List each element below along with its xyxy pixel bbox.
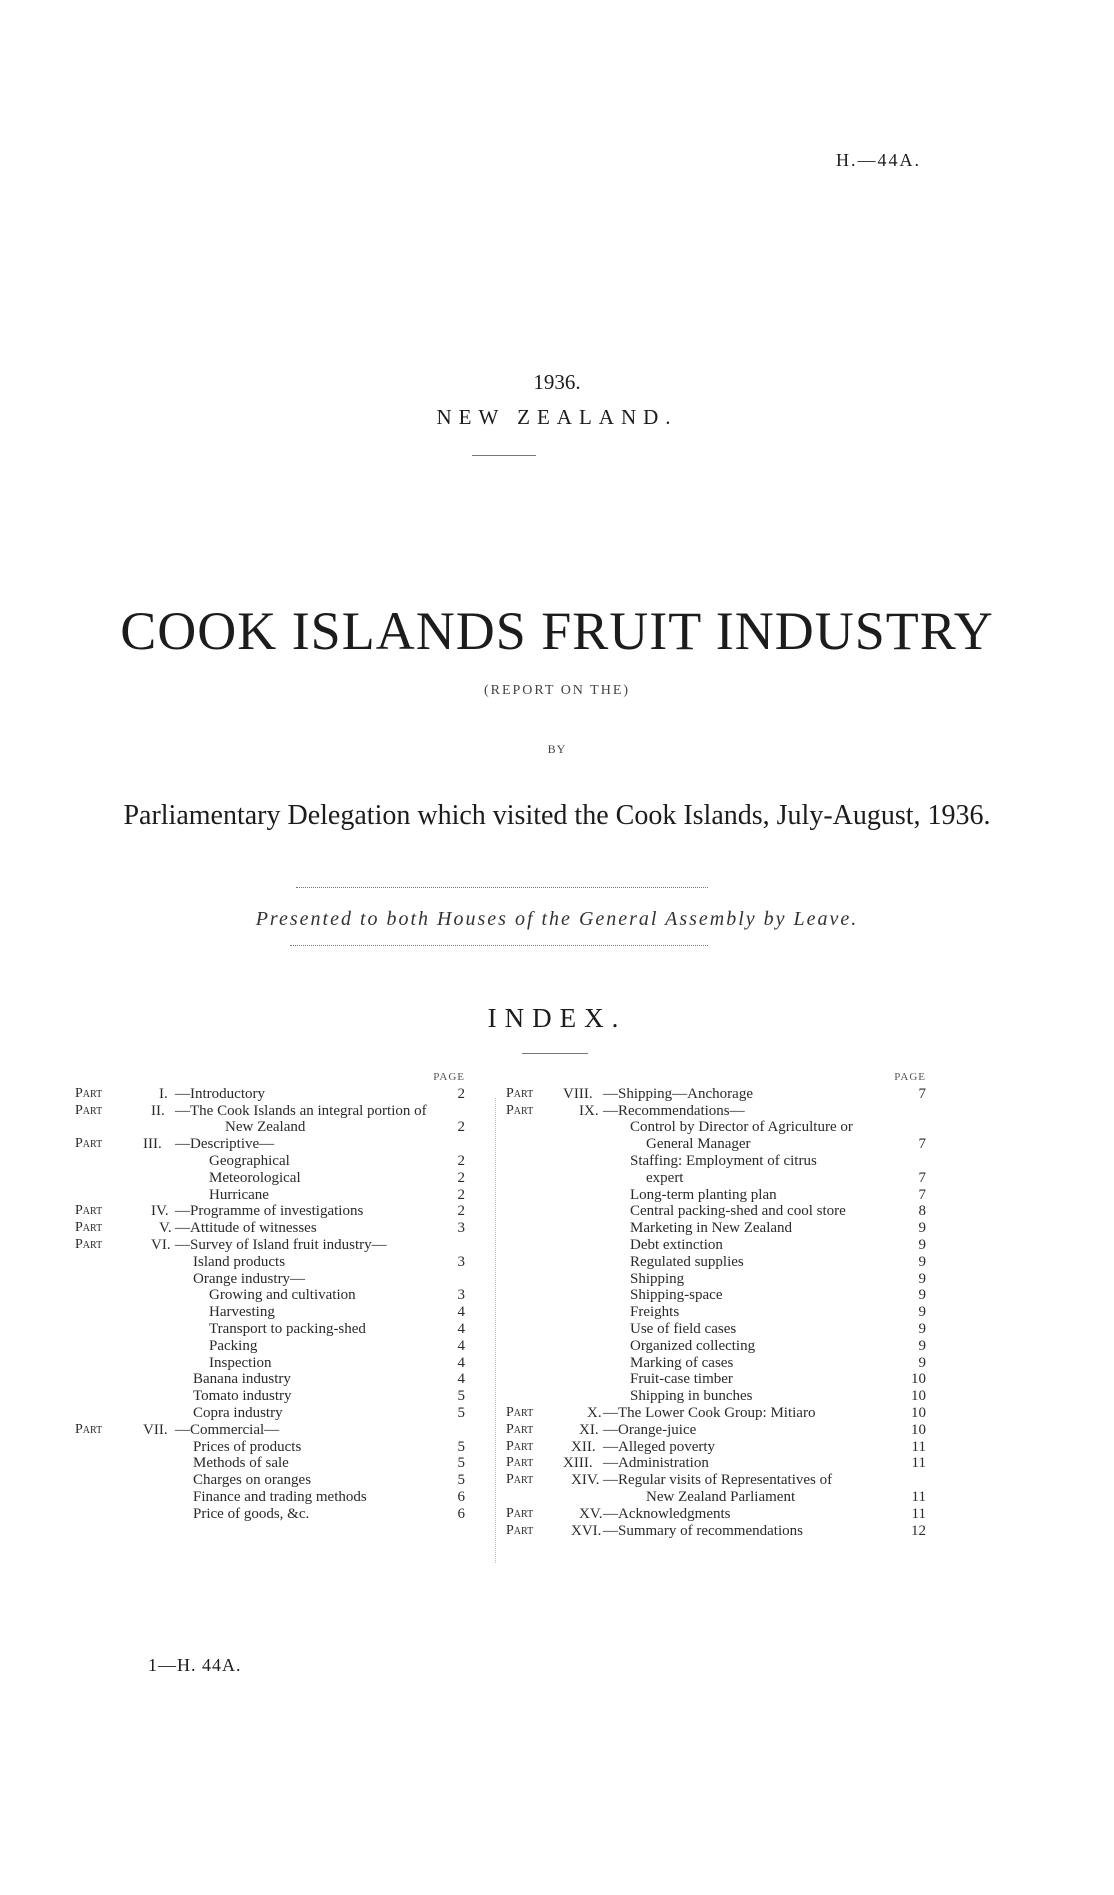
index-entry [75,1371,465,1388]
index-entry [506,1287,926,1304]
index-entry [75,1086,465,1103]
page-number: 12 [911,1522,926,1539]
part-label: Part [75,1085,103,1101]
page-number: 6 [457,1505,465,1522]
index-entry [75,1405,465,1422]
index-entry [75,1187,465,1204]
index-entry [75,1422,465,1439]
part-label: Part [75,1421,103,1437]
page-number: 3 [457,1253,465,1270]
index-entry [75,1136,465,1153]
page-number: 7 [918,1136,926,1153]
part-number: XI. [579,1421,599,1438]
document-reference: H.—44A. [836,150,921,170]
divider [522,1053,588,1054]
page-number: 2 [457,1152,465,1169]
index-entry [506,1439,926,1456]
entry-text: Long-term planting plan [630,1186,777,1203]
part-label: Part [506,1421,534,1437]
part-number: VII. [143,1421,168,1438]
delegation-line: Parliamentary Delegation which visited the Cook Islands, July-August, 1936. [123,800,991,831]
entry-text: Marketing in New Zealand [630,1220,793,1237]
part-label: Part [75,1236,103,1252]
entry-text: Orange industry— [193,1270,306,1287]
page-number: 9 [918,1270,926,1287]
page-column-label: PAGE [433,1071,465,1083]
part-label: Part [506,1085,534,1101]
page-number: 4 [457,1320,465,1337]
entry-text: Freights [630,1304,680,1321]
index-entry [506,1237,926,1254]
entry-text: —Alleged poverty [603,1438,716,1455]
entry-text: —Commercial— [175,1421,280,1438]
page-number: 2 [457,1119,465,1136]
entry-text: —Orange-juice [603,1421,697,1438]
index-entry [506,1371,926,1388]
index-entry [506,1271,926,1288]
entry-text: Methods of sale [193,1455,289,1472]
entry-text: —The Lower Cook Group: Mitiaro [603,1404,816,1421]
part-number: XII. [571,1438,596,1455]
index-entry [75,1103,465,1120]
index-entry [75,1220,465,1237]
part-label: Part [506,1505,534,1521]
entry-text: Meteorological [209,1169,301,1186]
entry-text: General Manager [646,1136,751,1153]
index-entry [506,1506,926,1523]
entry-text: expert [646,1169,684,1186]
index-entry [75,1304,465,1321]
part-label: Part [75,1136,103,1152]
entry-text: —Survey of Island fruit industry— [175,1236,387,1253]
page-number: 5 [457,1404,465,1421]
index-entry [506,1455,926,1472]
page-number: 2 [457,1085,465,1102]
entry-text: Organized collecting [630,1337,756,1354]
page-number: 3 [457,1287,465,1304]
entry-text: Prices of products [193,1438,302,1455]
index-entry [75,1439,465,1456]
entry-text: —Summary of recommendations [603,1522,803,1539]
entry-text: —Programme of investigations [175,1203,364,1220]
index-entry [75,1321,465,1338]
page-number: 11 [911,1455,926,1472]
page-number: 9 [918,1236,926,1253]
index-entry [506,1523,926,1540]
part-number: III. [143,1136,162,1153]
entry-text: Island products [193,1253,286,1270]
entry-text: Use of field cases [630,1320,737,1337]
by-label: BY [547,742,567,756]
page-number: 5 [457,1388,465,1405]
page-number: 7 [918,1169,926,1186]
index-entry [75,1271,465,1288]
index-entry [75,1254,465,1271]
page-number: 9 [918,1253,926,1270]
page-number: 7 [918,1085,926,1102]
part-number: VIII. [563,1085,593,1102]
index-column-right [506,1071,926,1539]
index-entry [506,1136,926,1153]
page-column-label: PAGE [894,1071,926,1083]
entry-text: Geographical [209,1152,290,1169]
page-number: 9 [918,1304,926,1321]
divider [472,455,536,456]
entry-text: Growing and cultivation [209,1287,356,1304]
part-label: Part [75,1220,103,1236]
page-number: 11 [911,1488,926,1505]
part-number: XIII. [563,1455,593,1472]
entry-text: —The Cook Islands an integral portion of [175,1102,427,1119]
page-number: 10 [911,1404,926,1421]
part-number: XVI. [571,1522,602,1539]
part-number: II. [151,1102,165,1119]
report-subtitle: (REPORT ON THE) [483,683,631,698]
part-number: IV. [151,1203,169,1220]
entry-text: Packing [209,1337,258,1354]
divider [296,887,708,888]
entry-text: Hurricane [209,1186,269,1203]
entry-text: Harvesting [209,1304,275,1321]
page-number: 4 [457,1354,465,1371]
page-number: 5 [457,1472,465,1489]
part-label: Part [75,1203,103,1219]
index-entry [506,1321,926,1338]
page-number: 7 [918,1186,926,1203]
entry-text: Shipping [630,1270,685,1287]
page-number: 10 [911,1371,926,1388]
index-entry [75,1203,465,1220]
part-label: Part [506,1522,534,1538]
part-number: VI. [151,1236,171,1253]
entry-text: Shipping-space [630,1287,723,1304]
index-entry [75,1472,465,1489]
page-number: 4 [457,1337,465,1354]
index-entry [75,1237,465,1254]
part-label: Part [506,1438,534,1454]
index-entry [506,1472,926,1489]
entry-text: —Attitude of witnesses [175,1220,317,1237]
page-number: 10 [911,1388,926,1405]
entry-text: —Regular visits of Representatives of [603,1472,833,1489]
index-entry [506,1304,926,1321]
index-entry [506,1103,926,1120]
entry-text: —Acknowledgments [603,1505,731,1522]
year: 1936. [533,370,581,394]
index-entry [75,1170,465,1187]
entry-text: Price of goods, &c. [193,1505,310,1522]
part-number: XV. [579,1505,603,1522]
entry-text: Transport to packing-shed [209,1320,366,1337]
page-number: 11 [911,1438,926,1455]
index-entry [506,1254,926,1271]
entry-text: Copra industry [193,1404,283,1421]
footer-reference: 1—H. 44A. [148,1655,242,1675]
index-entry [506,1119,926,1136]
index-entry [506,1187,926,1204]
page-number: 2 [457,1186,465,1203]
index-entry [506,1170,926,1187]
column-separator [495,1098,496,1563]
index-entry [506,1422,926,1439]
entry-text: New Zealand [225,1119,306,1136]
index-entry [506,1355,926,1372]
page-number: 4 [457,1304,465,1321]
index-entry [506,1489,926,1506]
index-entry [506,1086,926,1103]
page-number: 4 [457,1371,465,1388]
page-number: 5 [457,1455,465,1472]
page-number: 11 [911,1505,926,1522]
entry-text: —Descriptive— [175,1136,275,1153]
page-number: 9 [918,1287,926,1304]
entry-text: —Recommendations— [603,1102,745,1119]
index-entry [75,1489,465,1506]
entry-text: Shipping in bunches [630,1388,753,1405]
index-column-left [75,1071,465,1523]
page-number: 6 [457,1488,465,1505]
part-number: V. [159,1220,172,1237]
entry-text: Control by Director of Agriculture or [630,1119,853,1136]
page-number: 9 [918,1220,926,1237]
entry-text: Debt extinction [630,1236,723,1253]
entry-text: —Shipping—Anchorage [603,1085,753,1102]
index-entry [506,1338,926,1355]
part-number: I. [159,1085,168,1102]
page-number: 9 [918,1354,926,1371]
part-label: Part [75,1102,103,1118]
entry-text: Charges on oranges [193,1472,312,1489]
entry-text: Inspection [209,1354,272,1371]
entry-text: Staffing: Employment of citrus [630,1152,817,1169]
entry-text: Regulated supplies [630,1253,744,1270]
presented-line: Presented to both Houses of the General Assembly by Leave. [255,908,859,930]
part-label: Part [506,1404,534,1420]
part-number: IX. [579,1102,599,1119]
index-entry [75,1455,465,1472]
entry-text: —Introductory [175,1085,265,1102]
index-entry [506,1153,926,1170]
entry-text: New Zealand Parliament [646,1488,796,1505]
index-entry [75,1338,465,1355]
entry-text: Central packing-shed and cool store [630,1203,846,1220]
divider [290,945,708,946]
part-number: X. [587,1404,602,1421]
entry-text: Banana industry [193,1371,291,1388]
index-entry [75,1388,465,1405]
index-entry [506,1203,926,1220]
index-entry [506,1405,926,1422]
page-number: 2 [457,1203,465,1220]
entry-text: Tomato industry [193,1388,292,1405]
entry-text: Finance and trading methods [193,1488,367,1505]
page-number: 5 [457,1438,465,1455]
part-label: Part [506,1102,534,1118]
entry-text: —Administration [603,1455,709,1472]
page-number: 3 [457,1220,465,1237]
index-entry [75,1355,465,1372]
page-number: 9 [918,1337,926,1354]
index-entry [506,1220,926,1237]
entry-text: Fruit-case timber [630,1371,733,1388]
index-heading: INDEX. [487,1003,627,1033]
index-entry [75,1119,465,1136]
index-entry [75,1153,465,1170]
page-number: 8 [918,1203,926,1220]
page-number: 10 [911,1421,926,1438]
entry-text: Marking of cases [630,1354,734,1371]
page-number: 2 [457,1169,465,1186]
report-title: COOK ISLANDS FRUIT INDUSTRY [120,601,994,661]
part-label: Part [506,1455,534,1471]
country: NEW ZEALAND. [436,405,678,429]
part-label: Part [506,1472,534,1488]
part-number: XIV. [571,1472,600,1489]
index-entry [75,1287,465,1304]
index-entry [75,1506,465,1523]
page-number: 9 [918,1320,926,1337]
index-entry [506,1388,926,1405]
